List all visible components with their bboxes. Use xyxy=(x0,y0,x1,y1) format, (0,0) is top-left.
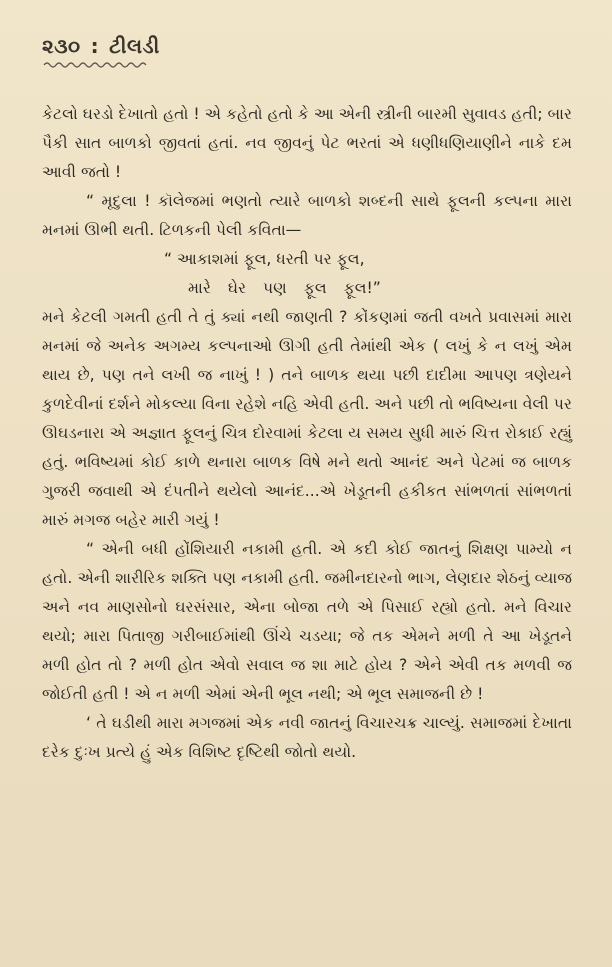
paragraph-5: ‘ તે ઘડીથી મારા મગજમાં એક નવી જાતનું વિચારચક્ર ચાલ્યું. સમાજમાં દેખાતા દરેક દુઃખ પ્રત્યે હું એક વિશિષ્ટ દૃષ્ટિથી જોતો થયો. xyxy=(42,714,572,761)
paragraph-1: કેટલો ઘરડો દેખાતો હતો ! એ કહેતો હતો કે આ એની સ્ત્રીની બારમી સુવાવડ હતી; બાર પૈકી સાત બાળકો જીવતાં હતાં. નવ જીવનું પેટ ભરતાં એ ધણીધણિયાણીને નાકે દમ આવી જતો ! xyxy=(42,105,572,181)
ornamental-underline xyxy=(42,60,152,70)
poem-line-1: “ આકાશમાં ફૂલ, ધરતી પર ફૂલ, xyxy=(164,250,365,268)
book-title: ટીલડી xyxy=(109,34,160,58)
header-separator: : xyxy=(90,34,100,58)
paragraph-2: “ મૃદુલા ! કૉલેજમાં ભણતો ત્યારે બાળકો શબ્દની સાથે ફૂલની કલ્પના મારા મનમાં ઊભી થતી. ટિળકની પેલી કવિતા— xyxy=(42,192,572,239)
running-header xyxy=(42,34,572,58)
paragraph-3: મને કેટલી ગમતી હતી તે તું ક્યાં નથી જાણતી ? કોંકણમાં જતી વખતે પ્રવાસમાં મારા મનમાં જે અનેક અગમ્ય કલ્પનાઓ ઊગી હતી તેમાંથી એક ( લખું કે ન લખું એમ થાય છે, પણ તને લખી જ નાખું ! ) તને બાળક થયા પછી દાદીમા આપણ ત્રણેયને કુળદેવીનાં દર્શને મોકલ્યા વિના રહેશે નહિ એવી હતી. અને પછી તો ભવિષ્યના વેલી પર ઊઘડનારા એ અજ્ઞાત ફૂલનું ચિત્ર દોરવામાં કેટલા ય સમય સુધી મારું ચિત્ત રોકાઈ રહ્યું હતું. ભવિષ્યમાં કોઈ કાળે થનારા બાળક વિષે મને થતો આનંદ અને પેટમાં જ બાળક ગુજરી જવાથી એ દંપતીને થયેલો આનંદ...એ ખેડૂતની હકીકત સાંભળતાં સાંભળતાં મારું મગજ બહેર મારી ગયું ! xyxy=(42,308,572,529)
page-number: ૨૩૦ xyxy=(42,34,81,58)
poem-line-2: મારે ઘેર પણ ફૂલ ફૂલ!” xyxy=(188,279,381,297)
paragraph-4: “ એની બધી હોંશિયારી નકામી હતી. એ કદી કોઈ જાતનું શિક્ષણ પામ્યો ન હતો. એની શારીરિક શક્તિ પણ નકામી હતી. જમીનદારનો ભાગ, લેણદાર શેઠનું વ્યાજ અને નવ માણસોનો ઘરસંસાર, એના બોજા તળે એ પિસાઈ રહ્યો હતો. મને વિચાર થયો; મારા પિતાજી ગરીબાઈમાંથી ઊંચે ચડયા; જે તક એમને મળી તે આ ખેડૂતને મળી હોત તો ? મળી હોત એવો સવાલ જ શા માટે હોય ? એને એવી તક મળવી જ જોઈતી હતી ! એ ન મળી એમાં એની ભૂલ નથી; એ ભૂલ સમાજની છે ! xyxy=(42,540,572,703)
